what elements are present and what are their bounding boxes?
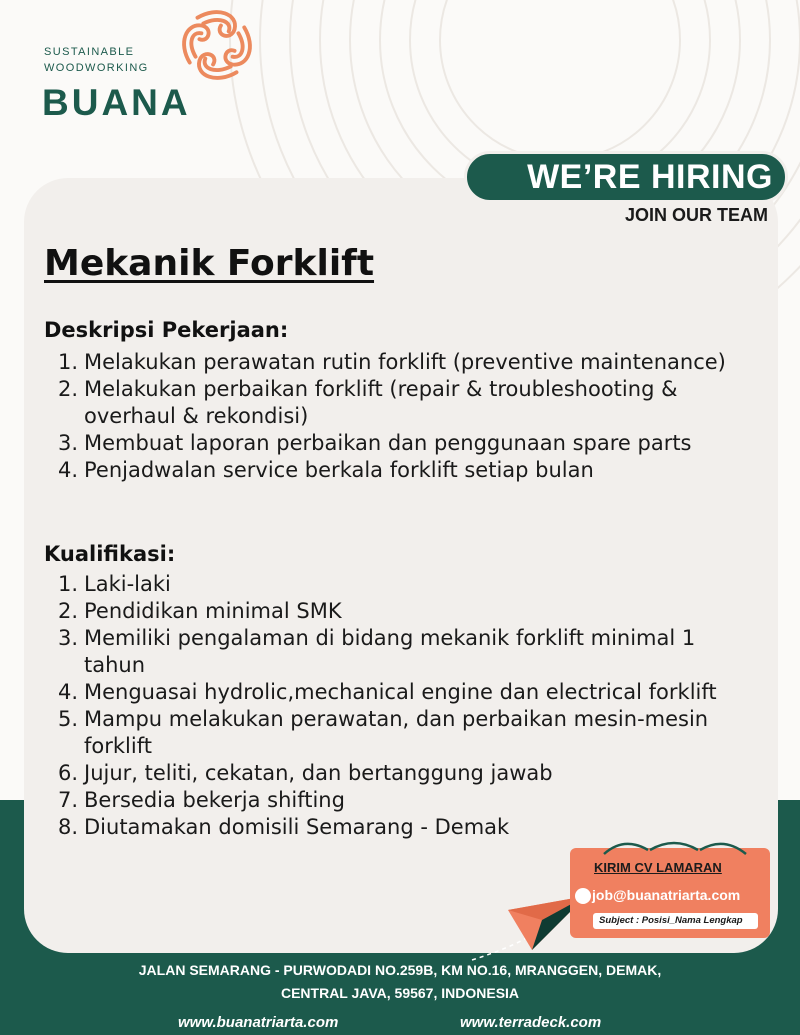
list-text: Penjadwalan service berkala forklift setiap bulan [84,458,594,482]
list-text: Melakukan perawatan rutin forklift (preventive maintenance) [84,350,726,374]
list-item [44,571,744,598]
logo-subtitle-2: WOODWORKING [44,62,149,74]
hiring-banner: WE’RE HIRING [464,151,788,203]
list-text: Melakukan perbaikan forklift (repair & troubleshooting & overhaul & rekondisi) [84,377,678,428]
list-number: 1. [58,350,79,374]
list-number: 4. [58,680,79,704]
footer-address-line-2: CENTRAL JAVA, 59567, INDONESIA [280,985,520,1001]
apply-title: KIRIM CV LAMARAN [594,860,722,875]
logo-name: BUANA [42,82,191,123]
list-item [44,625,744,679]
decorative-arcs-icon [600,836,750,856]
list-text: Bersedia bekerja shifting [84,788,345,812]
qualifications-heading: Kualifikasi: [44,542,176,566]
apply-subject: Subject : Posisi_Nama Lengkap [593,913,758,929]
logo-mark-icon [178,6,256,84]
description-list [44,349,744,484]
list-text: Memiliki pengalaman di bidang mekanik forklift minimal 1 tahun [84,626,696,677]
list-number: 1. [58,572,79,596]
list-number: 7. [58,788,79,812]
list-item [44,760,744,787]
mail-icon [575,888,591,904]
list-item [44,679,744,706]
list-item [44,376,744,430]
footer-address-line-1: JALAN SEMARANG - PURWODADI NO.259B, KM NO.16, MRANGGEN, DEMAK, [138,962,662,978]
company-logo [44,6,264,126]
list-number: 2. [58,599,79,623]
list-item [44,598,744,625]
website-link-terradeck[interactable]: www.terradeck.com [460,1014,602,1031]
list-number: 2. [58,377,79,401]
job-title: Mekanik Forklift [44,243,375,284]
list-text: Membuat laporan perbaikan dan penggunaan spare parts [84,431,692,455]
description-heading: Deskripsi Pekerjaan: [44,318,289,342]
list-text: Diutamakan domisili Semarang - Demak [84,815,510,839]
list-text: Jujur, teliti, cekatan, dan bertanggung jawab [84,761,553,785]
list-text: Pendidikan minimal SMK [84,599,342,623]
apply-email-link[interactable]: job@buanatriarta.com [592,887,741,903]
list-number: 8. [58,815,79,839]
list-text: Mampu melakukan perawatan, dan perbaikan mesin-mesin forklift [84,707,709,758]
list-text: Laki-laki [84,572,171,596]
list-number: 6. [58,761,79,785]
qualifications-list [44,571,744,841]
list-number: 3. [58,626,79,650]
list-item [44,706,744,760]
list-text: Menguasai hydrolic,mechanical engine dan electrical forklift [84,680,717,704]
list-item [44,787,744,814]
list-number: 5. [58,707,79,731]
list-number: 4. [58,458,79,482]
logo-subtitle-1: SUSTAINABLE [44,46,135,58]
list-number: 3. [58,431,79,455]
join-team-label: JOIN OUR TEAM [624,205,768,225]
list-item [44,349,744,376]
website-link-buanatriarta[interactable]: www.buanatriarta.com [178,1014,339,1031]
list-item [44,457,744,484]
list-item [44,430,744,457]
